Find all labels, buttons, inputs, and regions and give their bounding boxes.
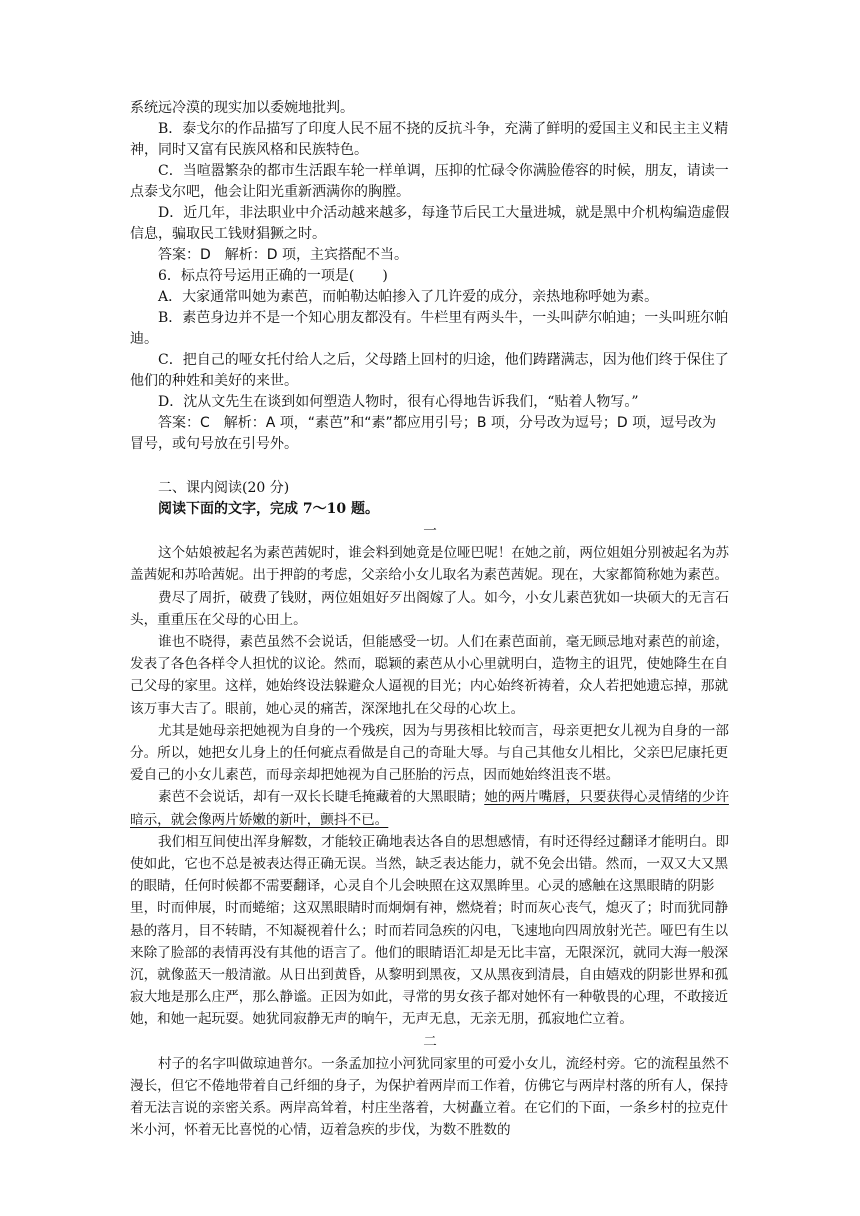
q6-answer: 答案：C 解析：A 项，“素芭”和“素”都应用引号；B 项，分号改为逗号；D 项，逗号改为冒号，或句号放在引号外。 xyxy=(130,415,717,452)
question-5-continued xyxy=(130,98,730,266)
reading-passage xyxy=(130,520,730,1142)
q5-option-b: B．泰戈尔的作品描写了印度人民不屈不挠的反抗斗争，充满了鲜明的爱国主义和民主主义精神，同时又富有民族风格和民族特色。 xyxy=(130,121,729,158)
document-page xyxy=(130,98,730,1142)
part-1-marker: 一 xyxy=(423,523,437,539)
q6-option-d: D．沈从文先生在谈到如何塑造人物时，很有心得地告诉我们，“贴着人物写。” xyxy=(158,394,639,410)
section-spacer xyxy=(130,455,730,478)
q6-option-c: C．把自己的哑女托付给人之后，父母踏上回村的归途，他们踌躇满志，因为他们终于保住了他们的种姓和美好的来世。 xyxy=(130,352,729,389)
q6-option-a: A．大家通常叫她为素芭，而帕勒达帕掺入了几许爱的成分，亲热地称呼她为素。 xyxy=(158,289,659,305)
passage-paragraph: 尤其是她母亲把她视为自身的一个残疾，因为与男孩相比较而言，母亲更把女儿视为自身的一部分。所以，她把女儿身上的任何疵点看做是自己的奇耻大辱。与自己其他女儿相比，父亲巴尼康托更爱自己的小女儿素芭，而母亲却把她视为自己胚胎的污点，因而她始终沮丧不堪。 xyxy=(130,722,729,784)
section-instruction: 阅读下面的文字，完成 7～10 题。 xyxy=(158,501,379,517)
q5-option-d: D．近几年，非法职业中介活动越来越多，每逢节后民工大量进城，就是黑中介机构编造虚假信息，骗取民工钱财猖獗之时。 xyxy=(130,205,730,242)
q5-option-c: C．当喧嚣繁杂的都市生活跟车轮一样单调，压抑的忙碌令你满脸倦容的时候，朋友，请读一点泰戈尔吧，他会让阳光重新洒满你的胸膛。 xyxy=(130,163,729,200)
passage-paragraph: 村子的名字叫做琼迪普尔。一条孟加拉小河犹同家里的可爱小女儿，流经村旁。它的流程虽然不漫长，但它不倦地带着自己纤细的身子，为保护着两岸而工作着，仿佛它与两岸村落的所有人，保持着无法言说的亲密关系。两岸高耸着，村庄坐落着，大树矗立着。在它们的下面，一条乡村的拉克什米小河，怀着无比喜悦的心情，迈着急疾的步伐，为数不胜数的 xyxy=(130,1055,729,1139)
q5-answer: 答案：D 解析：D 项，主宾搭配不当。 xyxy=(158,247,409,263)
paragraph-text: 素芭不会说话，却有一双长长睫毛掩藏着的大黑眼睛； xyxy=(158,789,485,806)
part-2-marker: 二 xyxy=(423,1033,437,1050)
passage-paragraph xyxy=(130,786,730,830)
q5-option-a-continuation: 系统远冷漠的现实加以委婉地批判。 xyxy=(130,100,354,116)
question-6 xyxy=(130,266,730,455)
section-heading: 二、课内阅读(20 分) xyxy=(158,480,290,496)
q6-stem: 6．标点符号运用正确的一项是( ) xyxy=(158,268,388,284)
passage-paragraph: 我们相互间使出浑身解数，才能较正确地表达各自的思想感情，有时还得经过翻译才能明白。即使如此，它也不总是被表达得正确无误。当然，缺乏表达能力，就不免会出错。然而，一双又大又黑的眼睛，任何时候都不需要翻译，心灵自个儿会映照在这双黑眸里。心灵的感触在这黑眼睛的阴影里，时而伸展，时而蜷缩；这双黑眼睛时而炯炯有神，燃烧着；时而灰心丧气，熄灭了；时而犹同静悬的落月，目不转睛，不知凝视着什么；时而若同急疾的闪电，飞速地向四周放射光芒。哑巴有生以来除了脸部的表情再没有其他的语言了。他们的眼睛语汇却是无比丰富，无限深沉，就同大海一般深沉，就像蓝天一般清澈。从日出到黄昏，从黎明到黑夜，又从黑夜到清晨，自由嬉戏的阴影世界和孤寂大地是那么庄严，那么静谧。正因为如此，寻常的男女孩子都对她怀有一种敬畏的心理，不敢接近她，和她一起玩耍。她犹同寂静无声的晌午，无声无息，无亲无朋，孤寂地伫立着。 xyxy=(130,833,729,1028)
passage-paragraph: 谁也不晓得，素芭虽然不会说话，但能感受一切。人们在素芭面前，毫无顾忌地对素芭的前途，发表了各色各样令人担忧的议论。然而，聪颖的素芭从小心里就明白，造物主的诅咒，使她降生在自己父母的家里。这样，她始终设法躲避众人逼视的目光；内心始终祈祷着，众人若把她遗忘掉，那就该万事大吉了。眼前，她心灵的痛苦，深深地扎在父母的心坎上。 xyxy=(130,634,729,717)
q6-option-b: B．素芭身边并不是一个知心朋友都没有。牛栏里有两头牛，一头叫萨尔帕迪；一头叫班尔帕迪。 xyxy=(130,310,729,347)
passage-paragraph: 费尽了周折，破费了钱财，两位姐姐好歹出阁嫁了人。如今，小女儿素芭犹如一块硕大的无言石头，重重压在父母的心田上。 xyxy=(130,589,729,628)
passage-paragraph: 这个姑娘被起名为素芭茜妮时，谁会料到她竟是位哑巴呢！在她之前，两位姐姐分别被起名为苏盖茜妮和苏哈茜妮。出于押韵的考虑，父亲给小女儿取名为素芭茜妮。现在，大家都简称她为素芭。 xyxy=(130,545,729,584)
section-2-header xyxy=(130,478,730,520)
underlined-sentence: 她的两片嘴唇，只要获得心灵情绪的少许暗示，就会像两片娇嫩的新叶，颤抖不已。 xyxy=(130,789,729,828)
